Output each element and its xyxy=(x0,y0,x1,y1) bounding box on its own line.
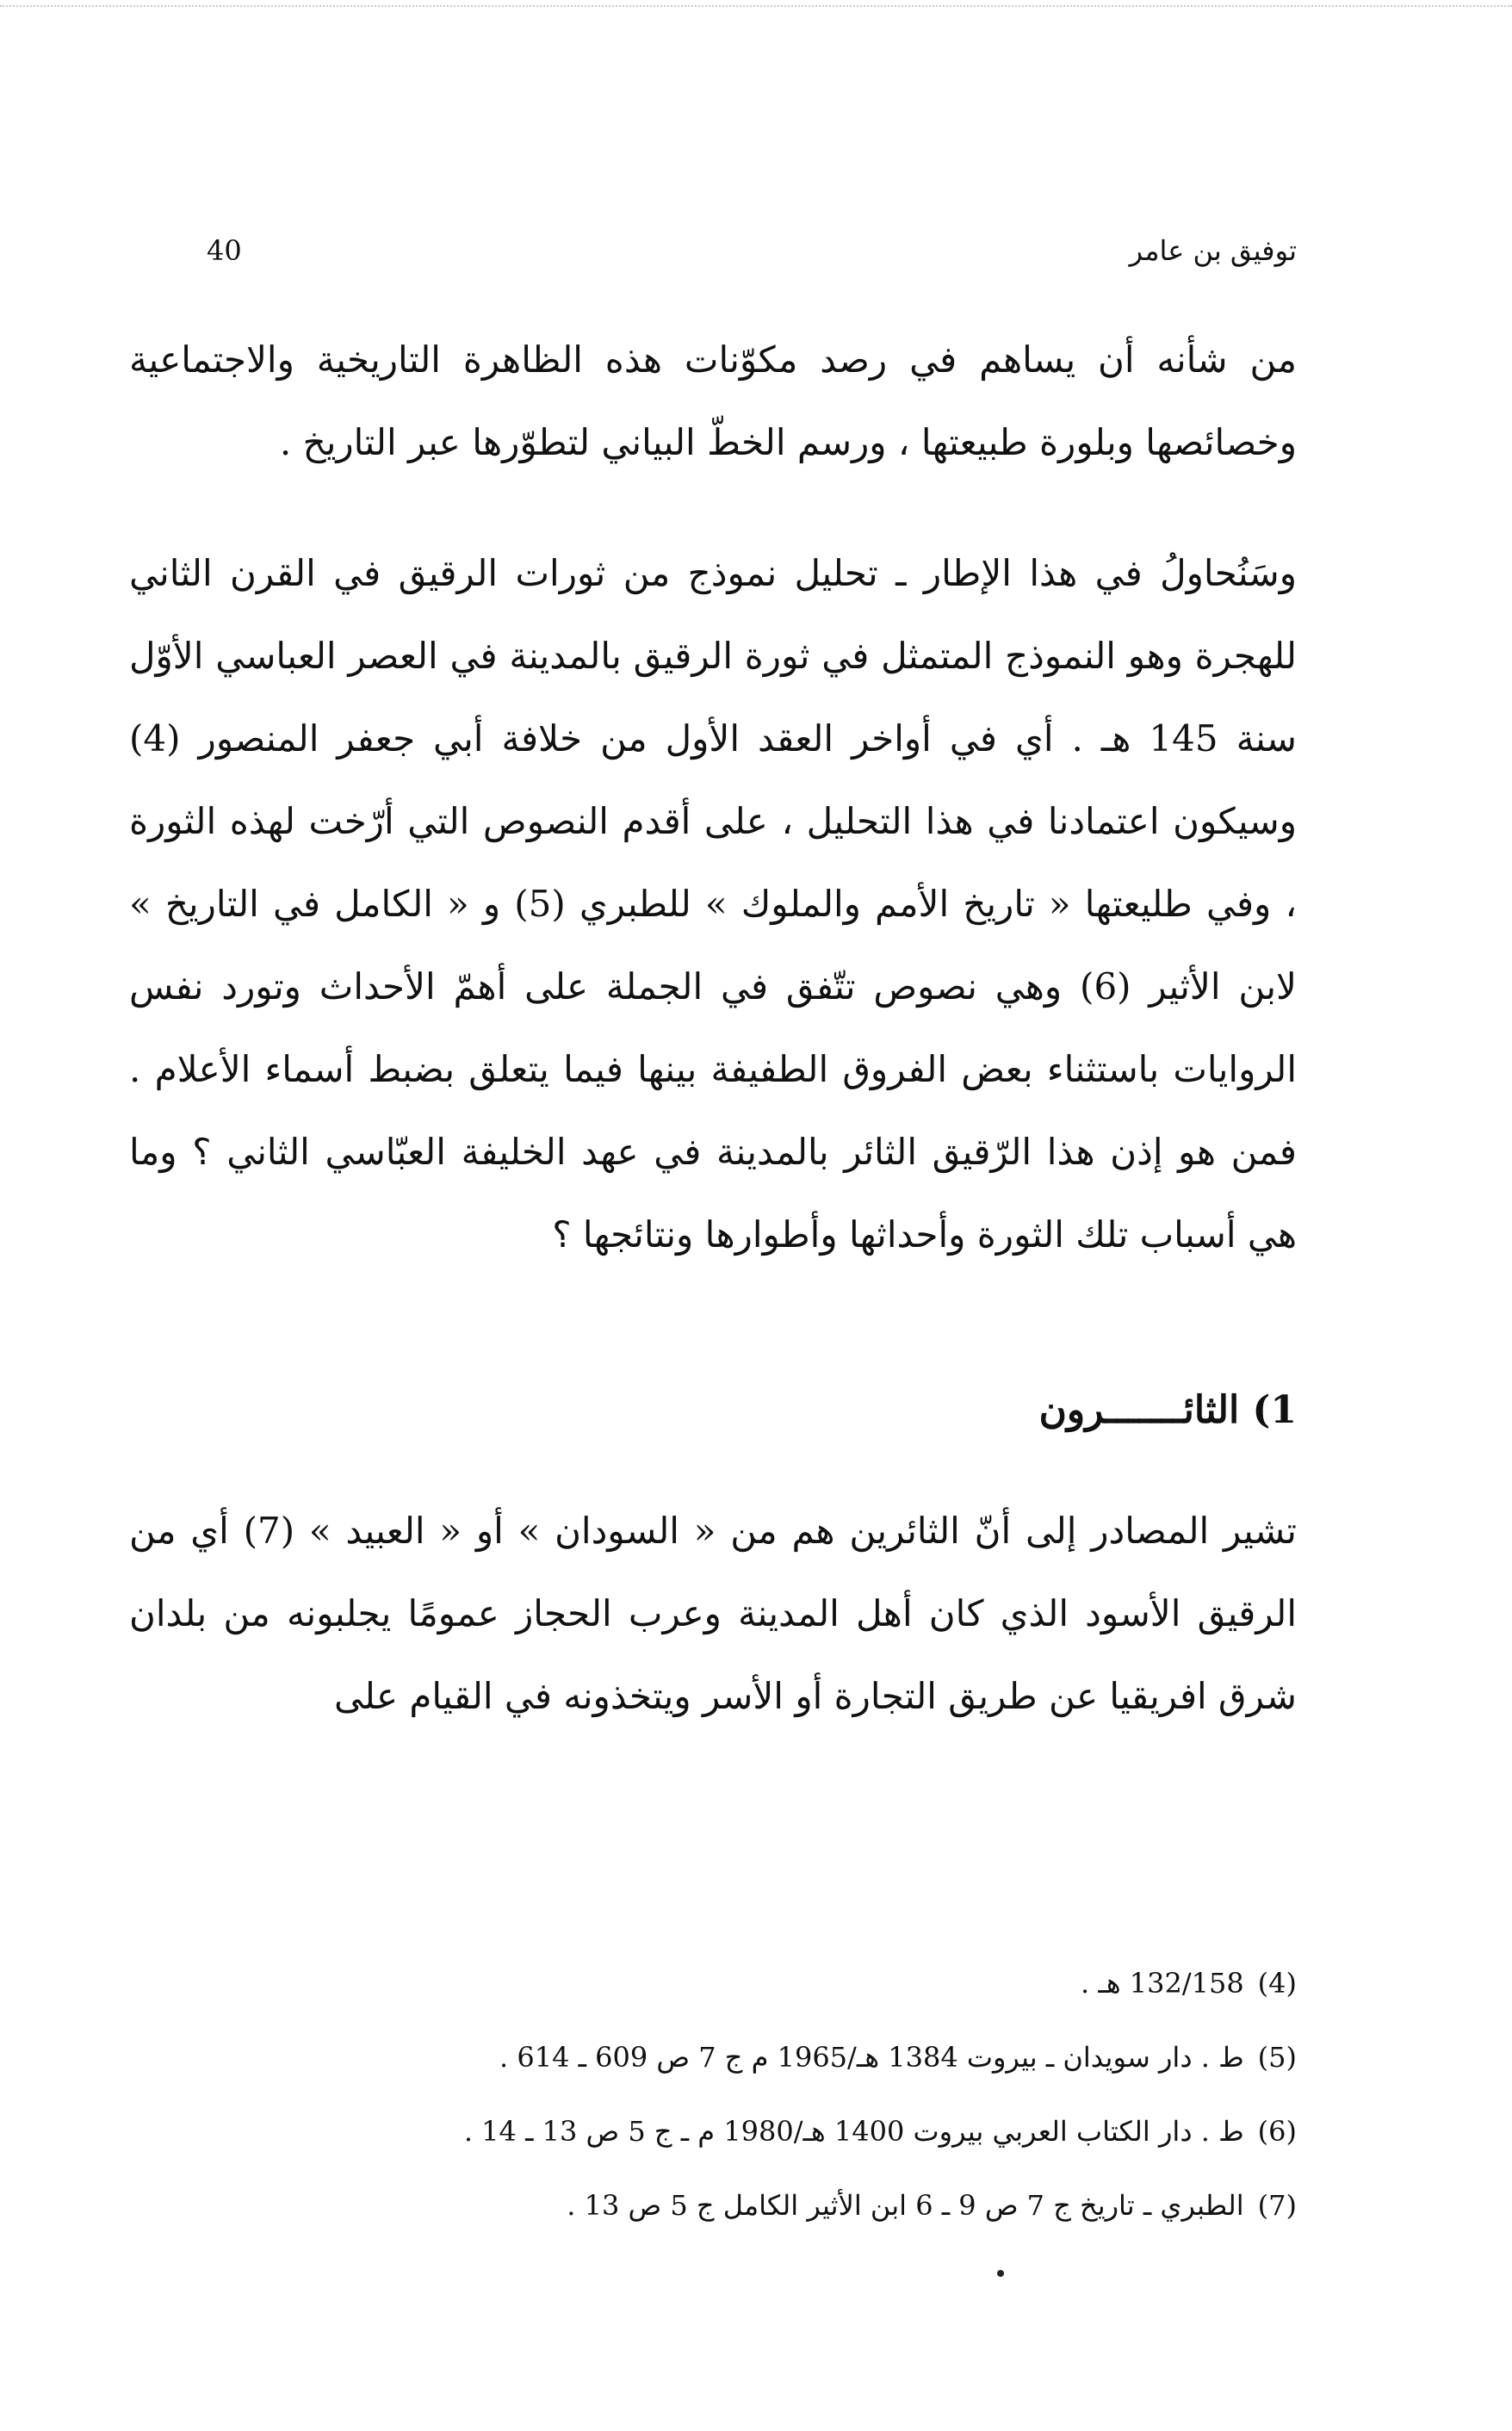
footnote-mark: (5) xyxy=(1257,2041,1297,2074)
running-head-author: توفيق بن عامر xyxy=(1129,234,1297,267)
footnote-mark: (7) xyxy=(1257,2189,1297,2222)
page-number: 40 xyxy=(207,234,242,267)
footnote-text: الطبري ـ تاريخ ج 7 ص 9 ـ 6 ابن الأثير الكامل ج 5 ص 13 . xyxy=(567,2189,1244,2222)
footnote-text: ط . دار الكتاب العربي بيروت 1400 هـ/1980 م ـ ج 5 ص 13 ـ 14 . xyxy=(463,2115,1244,2148)
ink-speck xyxy=(997,2270,1004,2277)
page-body xyxy=(129,319,1297,1738)
page-top-edge xyxy=(0,0,1512,7)
footnote-text: 132/158 هـ . xyxy=(1080,1967,1244,2000)
footnote-6 xyxy=(164,2094,1297,2168)
footnote-4 xyxy=(164,1946,1297,2020)
page-header xyxy=(207,234,1297,267)
footnote-text: ط . دار سويدان ـ بيروت 1384 هـ/1965 م ج 7 ص 609 ـ 614 . xyxy=(499,2041,1244,2074)
footnotes xyxy=(164,1946,1297,2242)
footnote-mark: (6) xyxy=(1257,2115,1297,2148)
footnote-mark: (4) xyxy=(1257,1967,1297,2000)
intro-paragraph: من شأنه أن يساهم في رصد مكوّنات هذه الظاهرة التاريخية والاجتماعية وخصائصها وبلورة طبيعتها ، ورسم الخطّ البياني لتطوّرها عبر التاريخ . xyxy=(129,338,1297,463)
footnote-5 xyxy=(164,2020,1297,2094)
section-heading: 1) الثائـــــــرون xyxy=(1038,1388,1297,1432)
main-paragraph: وسَنُحاولُ في هذا الإطار ـ تحليل نموذج من ثورات الرقيق في القرن الثاني للهجرة وهو النموذج المتمثل في ثورة الرقيق بالمدينة في العصر العباسي الأوّل سنة 145 هـ . أي في أواخر العقد الأول من خلافة أبي جعفر المنصور (4) وسيكون اعتمادنا في هذا التحليل ، على أقدم النصوص التي أرّخت لهذه الثورة ، وفي طليعتها « تاريخ الأمم والملوك » للطبري (5) و « الكامل في التاريخ » لابن الأثير (6) وهي نصوص تتّفق في الجملة على أهمّ الأحداث وتورد نفس الروايات باستثناء بعض الفروق الطفيفة بينها فيما يتعلق بضبط أسماء الأعلام . فمن هو إذن هذا الرّقيق الثائر بالمدينة في عهد الخليفة العبّاسي الثاني ؟ وما هي أسباب تلك الثورة وأحداثها وأطوارها ونتائجها ؟ xyxy=(129,552,1298,1256)
footnote-7 xyxy=(164,2168,1297,2242)
section-paragraph: تشير المصادر إلى أنّ الثائرين هم من « السودان » أو « العبيد » (7) أي من الرقيق الأسود الذي كان أهل المدينة وعرب الحجاز عمومًا يجلبونه من بلدان شرق افريقيا عن طريق التجارة أو الأسر ويتخذونه في القيام على xyxy=(129,1510,1297,1717)
